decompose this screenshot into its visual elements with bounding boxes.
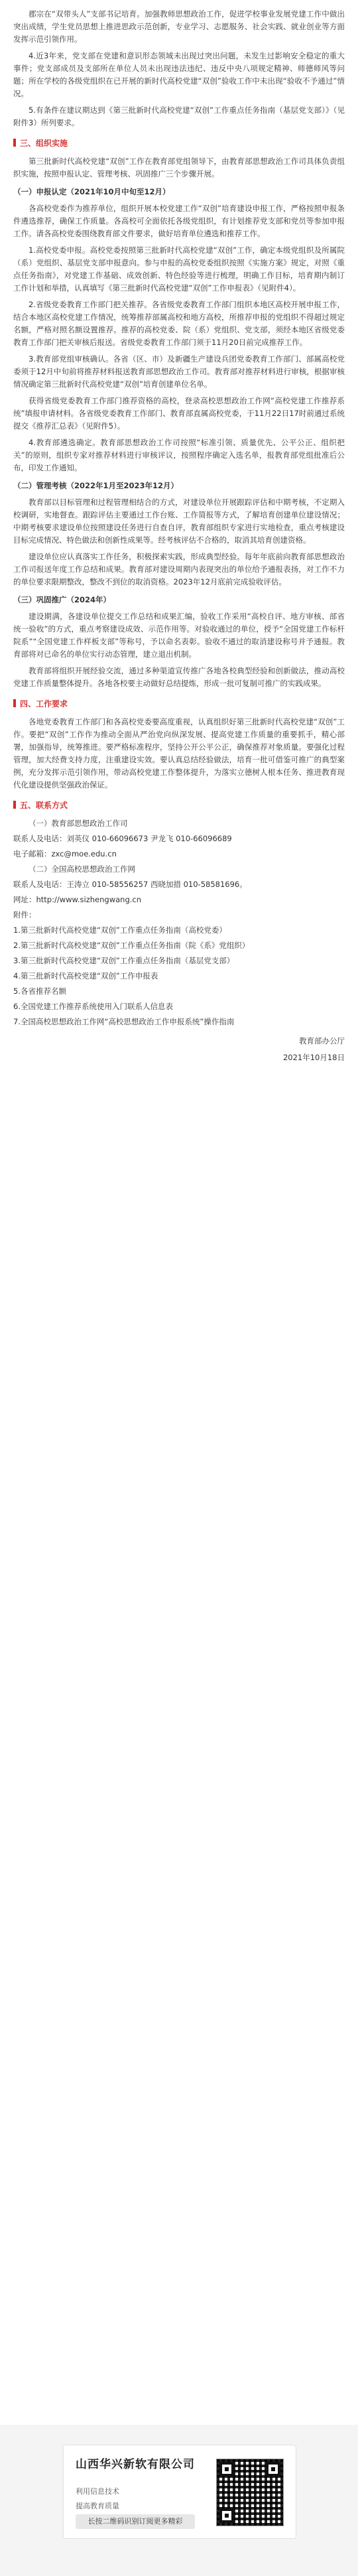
intro-block [13,8,345,129]
section-heading-contacts: 五、联系方式 [13,799,345,812]
requirements-paragraph-1: 各地党委教育工作部门和各高校党委要高度重视，认真组织好第三批新时代高校党建“双创”工作。要把“双创”工作作为推动全面从严治党向纵深发展、提高党建工作质量的重要抓手，精心部署，加强指导，统筹推进。要严格标准程序，坚持公开公平公正，确保推荐对象质量。要强化过程管理，加大经费支持力度，注重建设实效。要认真总结经验做法，培育一批可借鉴可推广的典型案例，充分发挥示范引领作用，带动高校党建工作整体提升，为落实立德树人根本任务、推进教育现代化建设提供坚强政治保证。 [13,717,345,789]
phase1-paragraph-2: 1.高校党委申报。高校党委按照第三批新时代高校党建“双创”工作，确定本级党组织及所属院（系）党组织、基层党支部申报意向。参与申报的高校党委组织按照《实施方案》规定，对照《重点任务指南》，对党建工作基础、成效创新、特色经验等进行梳理，明确工作目标，培育期内制订工作计划和举措，认真填写《第三批新时代高校党建“双创”工作申报表》（见附件4）。 [13,245,345,293]
subscribe-card[interactable] [63,2445,296,2539]
attachment-item-2: 2.第三批新时代高校党建“双创”工作重点任务指南（院《系》党组织） [13,941,250,950]
section-heading-requirements: 四、工作要求 [13,698,345,711]
phase1-paragraph-6: 4.教育部遴选确定。教育部思想政治工作司按照“标准引领、质量优先、公平公正、组织把关”的原则，组织专家对推荐材料进行审核评议，按照程序确定入选名单，报教育部党组批准后公布，印发工作通知。 [13,438,345,472]
attachment-item-6: 6.全国党建工作推荐系统使用入门联系人信息表 [13,1002,173,1011]
intro-paragraph-1: 郡宗在“双带头人”支部书记培育。加强教师思想政治工作，促进学校事业发展党建工作中做出突出成绩，学生党员思想上推进思政示范创新，专业学习、志愿服务、社会实践、就业创业等方面发挥示范引领作用。 [13,9,345,44]
contact-block-1 [13,817,345,860]
contact-people: 联系人及电话：王涛立 010-58556257 西晓加措 010-58581696。 [13,880,247,889]
attachment-item-3: 3.第三批新时代高校党建“双创”工作重点任务指南（基层党支部） [13,956,235,965]
qr-code-icon[interactable] [216,2459,284,2526]
phase3-paragraph-2: 教育部将组织开展经验交流，通过多种渠道宣传推广各地各校典型经验和创新做法，推动高校党建工作质量整体提升。各地各校要主动做好总结提炼，形成一批可复制可推广的实践成果。 [13,666,345,688]
contact-website-link[interactable]: 网址：http://www.sizhengwang.cn [13,895,142,904]
attachment-item-1: 1.第三批新时代高校党建“双创”工作重点任务指南（高校党委） [13,925,227,935]
contact-block-2 [13,863,345,906]
footer-banner [0,2425,358,2576]
phase3-heading: （三）巩固推广（2024年） [13,595,111,604]
phase1-paragraph-1: 各高校党委作为推荐单位，组织开展本校党建工作“双创”培育建设申报工作，严格按照申报条件遴选推荐，确保工作质量。各高校可全面依托各级党组织，有计划推荐党支部和党员等参加申报工作。请各高校党委围绕教育部文件要求，做好培育单位遴选和推荐工作。 [13,204,345,238]
subscribe-hint-button[interactable]: 长按二维码识别订阅更多精彩 [76,2514,195,2529]
phase1-paragraph-4: 3.教育部党组审核确认。各省（区、市）及新疆生产建设兵团党委教育工作部门、部属高校党委须于12月中旬前将推荐材料报送教育部思想政治工作司。教育部对推荐材料进行审核，根据审核情况确定第三批新时代高校党建“双创”培育创建单位名单。 [13,354,345,389]
contact-people: 联系人及电话：刘英仪 010-66096673 尹龙飞 010-66096689 [13,834,232,843]
heading-bar-icon [13,139,16,147]
phase2-paragraph-2: 建设单位应认真落实工作任务，积极探索实践，形成典型经验。每年年底前向教育部思想政治工作司报送年度工作总结和成果。教育部对建设周期内表现突出的单位给予通报表扬，对工作不力的单位要求限期整改，整改不到位的取消资格。2023年12月底前完成验收评估。 [13,552,345,586]
phase3-paragraph-1: 建设期满，各建设单位提交工作总结和成果汇编，验收工作采用“高校自评、地方审核、部省统一验收”的方式，重点考察建设成效、示范作用等。对验收通过的单位，授予“全国党建工作标杆院系”“全国党建工作样板支部”等称号，予以命名表彰。验收不通过的取消建设称号并予通报。教育部将对已命名的单位实行动态管理，建立退出机制。 [13,612,345,659]
company-name: 山西华兴新软有限公司 [76,2458,195,2471]
signature-org: 教育部办公厅 [299,1036,345,1046]
heading-bar-icon [13,699,16,707]
phase1-paragraph-3: 2.省级党委教育工作部门把关推荐。各省级党委教育工作部门组织本地区高校开展申报工作，结合本地区高校党建工作情况，统筹推荐部属高校和地方高校，所推荐申报的党组织不得超过规定名额，严格对照名额设置推荐。推荐的高校党委、院（系）党组织、党支部，须经本地区省级党委教育工作部门把关审核后报送。省级党委教育工作部门须于11月20日前完成推荐工作。 [13,300,345,347]
attachments-list [13,909,345,1028]
contact-email[interactable]: 电子邮箱：zxc@moe.edu.cn [13,849,117,858]
heading-bar-icon [13,801,16,809]
implementation-intro: 第三批新时代高校党建“双创”工作在教育部党组领导下，由教育部思想政治工作司具体负责组织实施，按照申报认定、管理考核、巩固推广三个步骤开展。 [13,157,345,178]
contact-org: （二）全国高校思想政治工作网 [29,864,135,874]
attachment-item-5: 5.各省推荐名额 [13,986,66,996]
signature-date: 2021年10月18日 [282,1053,345,1062]
phase1-paragraph-5: 获得省级党委教育工作部门推荐资格的高校，登录高校思想政治工作网“高校党建工作推荐系统”填报申请材料。各省级党委教育工作部门、教育部直属高校党委，于11月22日17时前通过系统提交《推荐汇总表》（见附件5）。 [13,396,345,431]
intro-paragraph-2: 4.近3年来，党支部在党建和意识形态领域未出现过突出问题，未发生过影响安全稳定的重大事件；党支部成员及支部所在单位人员未出现违法违纪、违反中央八项规定精神、师德师风等问题；所在学校的各级党组织在已开展的新时代高校党建“双创”验收工作中未出现“验收不予通过”情况。 [13,51,345,98]
slogan-line-2: 提高教育质量 [76,2502,119,2510]
section-heading-implementation: 三、组织实施 [13,137,345,150]
contact-org: （一）教育部思想政治工作司 [29,819,128,828]
attachments-label: 附件： [13,910,36,919]
attachment-item-4: 4.第三批新时代高校党建“双创”工作申报表 [13,971,158,981]
phase2-paragraph-1: 教育部以目标管理和过程管理相结合的方式，对建设单位开展跟踪评估和中期考核，不定期入校调研，实地督查。跟踪评估主要通过工作台账、工作简报等方式，了解培育创建单位建设情况；中期考核要求建设单位按照建设任务进行自查自评，教育部组织专家进行实地检查，重点考核建设目标完成情况、特色做法和创新性成果等。经考核评估不合格的，取消其培育创建资格。 [13,498,345,545]
intro-paragraph-3: 5.有条件在建议期达到《第三批新时代高校党建“双创”工作重点任务指南（基层党支部）》（见附件3）所列要求。 [13,105,345,127]
slogan-line-1: 利用信息技术 [76,2487,119,2496]
attachment-item-7: 7.全国高校思想政治工作网“高校思想政治工作申报系统”操作指南 [13,1017,235,1026]
phase2-heading: （二）管理考核（2022年1月至2023年12月） [13,481,179,490]
phase1-heading: （一）申报认定（2021年10月中旬至12月） [13,187,170,196]
